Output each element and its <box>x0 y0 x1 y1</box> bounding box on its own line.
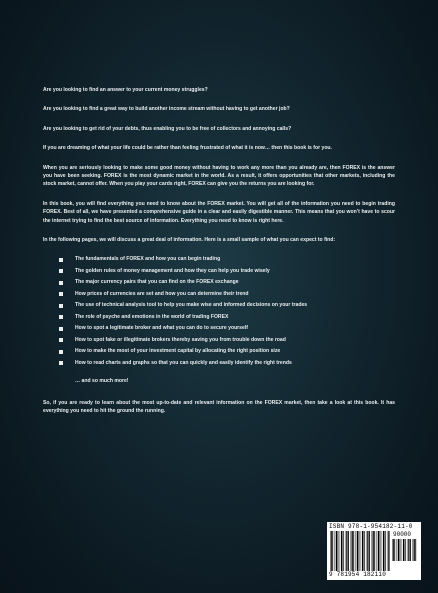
bullet-square-icon <box>59 361 63 365</box>
list-item <box>43 290 395 298</box>
list-item-text: The major currency pairs that you can find on the FOREX exchange <box>75 279 239 286</box>
list-item-text: The fundamentals of FOREX and how you can begin trading <box>75 256 221 263</box>
barcode-bar <box>348 531 349 571</box>
barcode-bar <box>394 539 395 561</box>
list-item-text: How to make the most of your investment capital by allocating the right position size <box>75 348 281 355</box>
barcode-bar <box>343 531 344 571</box>
list-item-text: The golden rules of money management and how they can help you trade wisely <box>75 267 270 274</box>
bullet-square-icon <box>59 350 63 354</box>
list-item-text: The role of psyche and emotions in the world of trading FOREX <box>75 313 229 320</box>
and-more-text: … and so much more! <box>75 378 129 385</box>
barcode-bar <box>383 531 384 571</box>
bullet-square-icon <box>59 315 63 319</box>
bullet-square-icon <box>59 269 63 273</box>
feature-list <box>43 255 395 367</box>
barcode-bar <box>341 531 342 571</box>
bullet-square-icon <box>59 292 63 296</box>
closing-paragraph: So, if you are ready to learn about the most up-to-date and relevant information on the FOREX market, then take a look at this book. It has everything you need to hit the ground the running. <box>43 399 395 415</box>
bullet-square-icon <box>59 304 63 308</box>
list-item <box>43 313 395 321</box>
paragraph: In the following pages, we will discuss a great deal of information. Here is a small sample of what you can expect to find: <box>43 237 336 244</box>
barcode-bar <box>398 539 399 561</box>
paragraph: In this book, you will find everything you need to know about the FOREX market. You will get all of the information you need to begin trading FOREX. Best of all, we have presented a comprehensive guide in a clear and easily digestible manner. This means that you won’t have to scour the internet trying to find the best source of information. Everything you need to know is right here. <box>43 200 395 224</box>
intro-question: Are you looking to find a great way to build another income stream without having to get another job? <box>43 106 290 113</box>
paragraph: When you are seriously looking to make some good money without having to work any more than you already are, then FOREX is the answer you have been seeking. FOREX is the most dynamic market in the world. As a result, it offers opportunities that other markets, including the stock market, cannot offer. When you play your cards right, FOREX can give you the returns you are looking for. <box>43 164 395 188</box>
price-barcode-bars <box>392 531 418 561</box>
barcode-bar <box>359 531 360 571</box>
barcode-bar <box>380 531 381 571</box>
barcode-bar <box>353 531 354 571</box>
barcode-bar <box>352 531 353 571</box>
barcode-bar <box>393 539 394 561</box>
barcode-bar <box>336 531 337 571</box>
barcode-bar <box>338 531 339 571</box>
price-code: 90000 <box>393 531 412 538</box>
list-item-text: How to spot a legitimate broker and what you can do to secure yourself <box>75 325 248 332</box>
barcode-bar <box>374 531 375 571</box>
list-item <box>43 324 395 332</box>
barcode-bar <box>346 531 347 571</box>
barcode-bar <box>388 531 389 571</box>
list-item <box>43 301 395 309</box>
barcode-bar <box>369 531 370 571</box>
isbn-barcode <box>327 522 421 580</box>
barcode-bar <box>331 531 332 571</box>
barcode-bar <box>332 531 333 571</box>
bullet-square-icon <box>59 327 63 331</box>
barcode-bar <box>378 531 379 571</box>
list-item <box>43 267 395 275</box>
blurb <box>43 86 395 427</box>
bullet-square-icon <box>59 338 63 342</box>
ean-digits: 9 781954 182110 <box>329 571 387 578</box>
intro-question: Are you looking to get rid of your debts, thus enabling you to be free of collectors and annoying calls? <box>43 125 292 132</box>
list-item <box>43 336 395 344</box>
list-item-text: The use of technical analysis tool to help you make wise and informed decisions on your trades <box>75 302 308 309</box>
barcode-bars <box>330 531 390 571</box>
intro-question: If you are dreaming of what your life could be rather than feeling frustrated of what it is now… then this book is for you. <box>43 145 332 152</box>
barcode-bar <box>362 531 363 571</box>
list-item <box>43 255 395 263</box>
barcode-bar <box>403 539 404 561</box>
intro-question: Are you looking to find an answer to your current money struggles? <box>43 87 208 93</box>
barcode-bar <box>405 539 406 561</box>
barcode-bar <box>357 531 358 571</box>
bullet-square-icon <box>59 281 63 285</box>
barcode-bar <box>385 531 386 571</box>
list-item-text: How to read charts and graphs so that you can quickly and easily identify the right trends <box>75 359 292 366</box>
barcode-bar <box>373 531 374 571</box>
barcode-bar <box>364 531 365 571</box>
barcode-bar <box>414 539 415 561</box>
list-item <box>43 347 395 355</box>
list-item-text: How prices of currencies are set and how you can determine their trend <box>75 290 249 297</box>
isbn-label: ISBN 978-1-954182-11-0 <box>329 523 413 530</box>
barcode-bar <box>408 539 409 561</box>
list-item-text: How to spot fake or illegitimate brokers thereby saving you from trouble down the road <box>75 336 286 343</box>
barcode-bar <box>367 531 368 571</box>
barcode-bar <box>400 539 401 561</box>
bullet-square-icon <box>59 258 63 262</box>
barcode-bar <box>410 539 411 561</box>
barcode-bar <box>415 539 416 561</box>
list-item <box>43 278 395 286</box>
list-item <box>43 359 395 367</box>
